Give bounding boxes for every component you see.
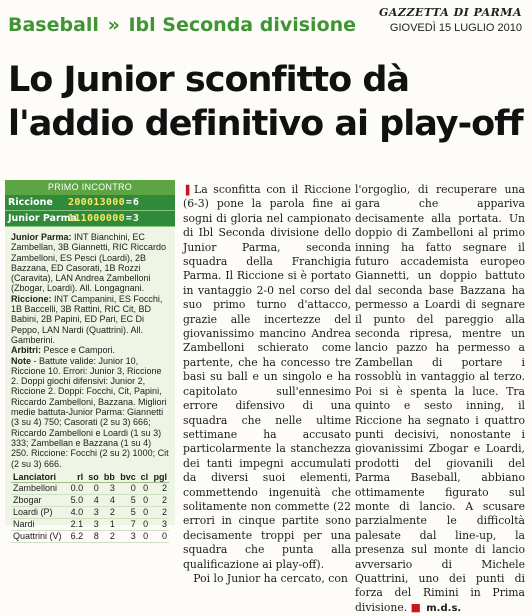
article-paragraph bbox=[355, 183, 525, 616]
article-paragraph-text: l'orgoglio, di recuperare una gara che appariva decisamente alla portata. Un doppio di Zambelloni al primo inning ha fatto segnare il futuro accademista europeo Giannetti, un doppio battuto dal seconda base Bazzana ha permesso a Loardi di segnare il punto del pareggio alla seconda ripresa, mentre un lancio pazzo ha permesso a Zambellan di portare i rossoblù in vantaggio al terzo. Poi si è spenta la luce. Tra quinto e sesto inning, il Riccione ha segnato i quattro punti decisivi, nonostante i giovanissimi Zbogar e Loardi, prodotti del giovanili del Parma Baseball, abbiano ottimamente figurato sul monte di lancio. A scusare parzialmente le difficoltà palesate dal line-up, la presenza sul monte di lancio avversario di Michele Quattrini, uno dei punti di forza del Rimini in Prima divisione. bbox=[355, 183, 525, 614]
lineup-text: INT Campanini, ES Focchi, 1B Baccelli, 3B Rattini, RIC Cit, BD Babini, 2B Papini, ED Pari, EC Di Peppo, LAN Nardi (Quattrini). All. Gamberini. bbox=[11, 293, 163, 345]
table-cell: Zambelloni bbox=[11, 482, 67, 494]
lineup-label: Junior Parma: bbox=[11, 232, 72, 242]
score-row bbox=[5, 195, 175, 211]
article-column-1 bbox=[183, 183, 351, 586]
score-innings: 111000000 bbox=[68, 213, 125, 224]
umpires bbox=[11, 345, 171, 355]
table-cell: 3 bbox=[150, 518, 169, 530]
table-cell: 3 bbox=[85, 506, 101, 518]
table-row bbox=[11, 482, 169, 494]
score-total: 3 bbox=[132, 213, 139, 224]
headline: Lo Junior sconfitto dà l'addio definitivo ai play-off bbox=[8, 60, 523, 144]
score-innings: 200013000 bbox=[68, 197, 125, 208]
score-total: 6 bbox=[132, 197, 139, 208]
table-cell: Nardi bbox=[11, 518, 67, 530]
table-cell: 0 bbox=[138, 518, 150, 530]
table-cell: 8 bbox=[85, 530, 101, 542]
article-column-2 bbox=[355, 183, 525, 616]
page-header bbox=[0, 0, 532, 46]
column-header: bb bbox=[101, 472, 117, 483]
table-row bbox=[11, 518, 169, 530]
table-cell: Zbogar bbox=[11, 494, 67, 506]
notes-label: Note bbox=[11, 355, 31, 366]
umpires-text: Pesce e Campori. bbox=[43, 345, 116, 356]
paragraph-marker-icon: ❚ bbox=[183, 183, 193, 196]
column-header: Lanciatori bbox=[11, 472, 67, 483]
lineup-text: INT Bianchini, EC Zambellan, 3B Giannetti, RIC Riccardo Zambelloni, ES Pesci (Loardi), 2B Bazzana, ED Casorati, 1B Rozzi (Caravita), LAN Andrea Zambelloni (Zbogar, Loardi). All. Longagnani. bbox=[11, 232, 167, 294]
score-row bbox=[5, 211, 175, 227]
section-separator: » bbox=[107, 14, 120, 36]
score-equals: = bbox=[125, 197, 132, 208]
table-cell: 6.2 bbox=[67, 530, 85, 542]
end-marker-icon: ■ bbox=[410, 600, 421, 614]
section-title bbox=[8, 14, 356, 36]
table-row bbox=[11, 530, 169, 542]
table-cell: 2 bbox=[150, 482, 169, 494]
table-cell: 5 bbox=[117, 506, 138, 518]
umpires-label: Arbitri: bbox=[11, 345, 41, 356]
lineup-junior bbox=[11, 232, 171, 294]
table-row bbox=[11, 494, 169, 506]
column-header: so bbox=[85, 472, 101, 483]
box-title: PRIMO INCONTRO bbox=[5, 180, 175, 195]
article-paragraph bbox=[183, 572, 351, 586]
table-cell: 3 bbox=[85, 518, 101, 530]
table-cell: 0 bbox=[138, 494, 150, 506]
game-notes bbox=[11, 356, 171, 469]
lineup-riccione bbox=[11, 294, 171, 345]
author-signature: m.d.s. bbox=[426, 602, 462, 614]
table-cell: 2 bbox=[150, 506, 169, 518]
column-header: pgl bbox=[150, 472, 169, 483]
table-cell: 3 bbox=[101, 482, 117, 494]
score-team: Junior Parma bbox=[8, 213, 77, 224]
table-cell: Quattrini (V) bbox=[11, 530, 67, 542]
table-cell: 2 bbox=[101, 506, 117, 518]
game-summary-box bbox=[5, 180, 175, 541]
table-cell: 2.1 bbox=[67, 518, 85, 530]
publication-date: GIOVEDÌ 15 LUGLIO 2010 bbox=[389, 22, 522, 34]
table-cell: 5 bbox=[117, 494, 138, 506]
table-cell: 4 bbox=[101, 494, 117, 506]
pitching-table bbox=[11, 472, 169, 543]
table-row bbox=[11, 506, 169, 518]
column-header: rl bbox=[67, 472, 85, 483]
section-label: Baseball bbox=[8, 14, 99, 36]
table-cell: 0 bbox=[138, 530, 150, 542]
table-cell: 1 bbox=[101, 518, 117, 530]
newspaper-name: GAZZETTA DI PARMA bbox=[379, 6, 522, 19]
column-header: cl bbox=[138, 472, 150, 483]
table-cell: 2 bbox=[101, 530, 117, 542]
table-cell: 0 bbox=[117, 482, 138, 494]
table-cell: 0 bbox=[138, 506, 150, 518]
article-paragraph-text: Poi lo Junior ha cercato, con bbox=[193, 571, 348, 585]
table-cell: 0 bbox=[138, 482, 150, 494]
table-cell: 3 bbox=[117, 530, 138, 542]
box-score-notes bbox=[5, 227, 175, 469]
table-cell: Loardi (P) bbox=[11, 506, 67, 518]
article-paragraph-text: La sconfitta con il Riccione (6-3) pone la parola fine ai sogni di gloria nel campionato di Ibl Seconda divisione dello Junior Parma, seconda squadra della Franchigia Parma. Il Riccione si è portato in vantaggio 2-0 nel corso del suo primo turno d'attacco, grazie alle incertezze del giovanissimo mancino Andrea Zambelloni schierato come partente, che ha concesso tre basi su ball e un singolo e ha capitolato sull'ennesimo errore difensivo di una squadra che nelle ultime settimane ha accusato particolarmente la stanchezza dei tanti impegni accumulati da diversi suoi elementi, commettendo ingenuità che solitamente non commette (22 errori in cinque partite sono decisamente troppi per una squadra che punta alla qualificazione ai play-off). bbox=[183, 183, 351, 571]
notes-text: - Battute valide: Junior 10, Riccione 10. Errori: Junior 3, Riccione 2. Doppi giochi difensivi: Junior 2, Riccione 2. Doppi: Focchi, Cit, Papini, Riccardo Zambelloni, Bazzana. Migliori medie battuta-Junior Parma: Giannetti (3 su 4) 750; Casorati (2 su 3) 666; Riccardo Zambelloni e Loardi (1 su 3) 333; Zambellan e Bazzana (1 su 4) 250. Riccione: Focchi (2 su 2) 1000; Cit (2 su 3) 666. bbox=[11, 355, 169, 469]
table-cell: 7 bbox=[117, 518, 138, 530]
subsection-label: Ibl Seconda divisione bbox=[128, 14, 357, 36]
column-header: bvc bbox=[117, 472, 138, 483]
score-team: Riccione bbox=[8, 197, 53, 208]
table-header-row bbox=[11, 472, 169, 483]
table-cell: 2 bbox=[150, 494, 169, 506]
table-cell: 4 bbox=[85, 494, 101, 506]
score-equals: = bbox=[125, 213, 132, 224]
article-paragraph bbox=[183, 183, 351, 572]
table-cell: 0 bbox=[85, 482, 101, 494]
table-cell: 5.0 bbox=[67, 494, 85, 506]
table-cell: 0.0 bbox=[67, 482, 85, 494]
table-cell: 4.0 bbox=[67, 506, 85, 518]
table-cell: 0 bbox=[150, 530, 169, 542]
lineup-label: Riccione: bbox=[11, 293, 52, 304]
